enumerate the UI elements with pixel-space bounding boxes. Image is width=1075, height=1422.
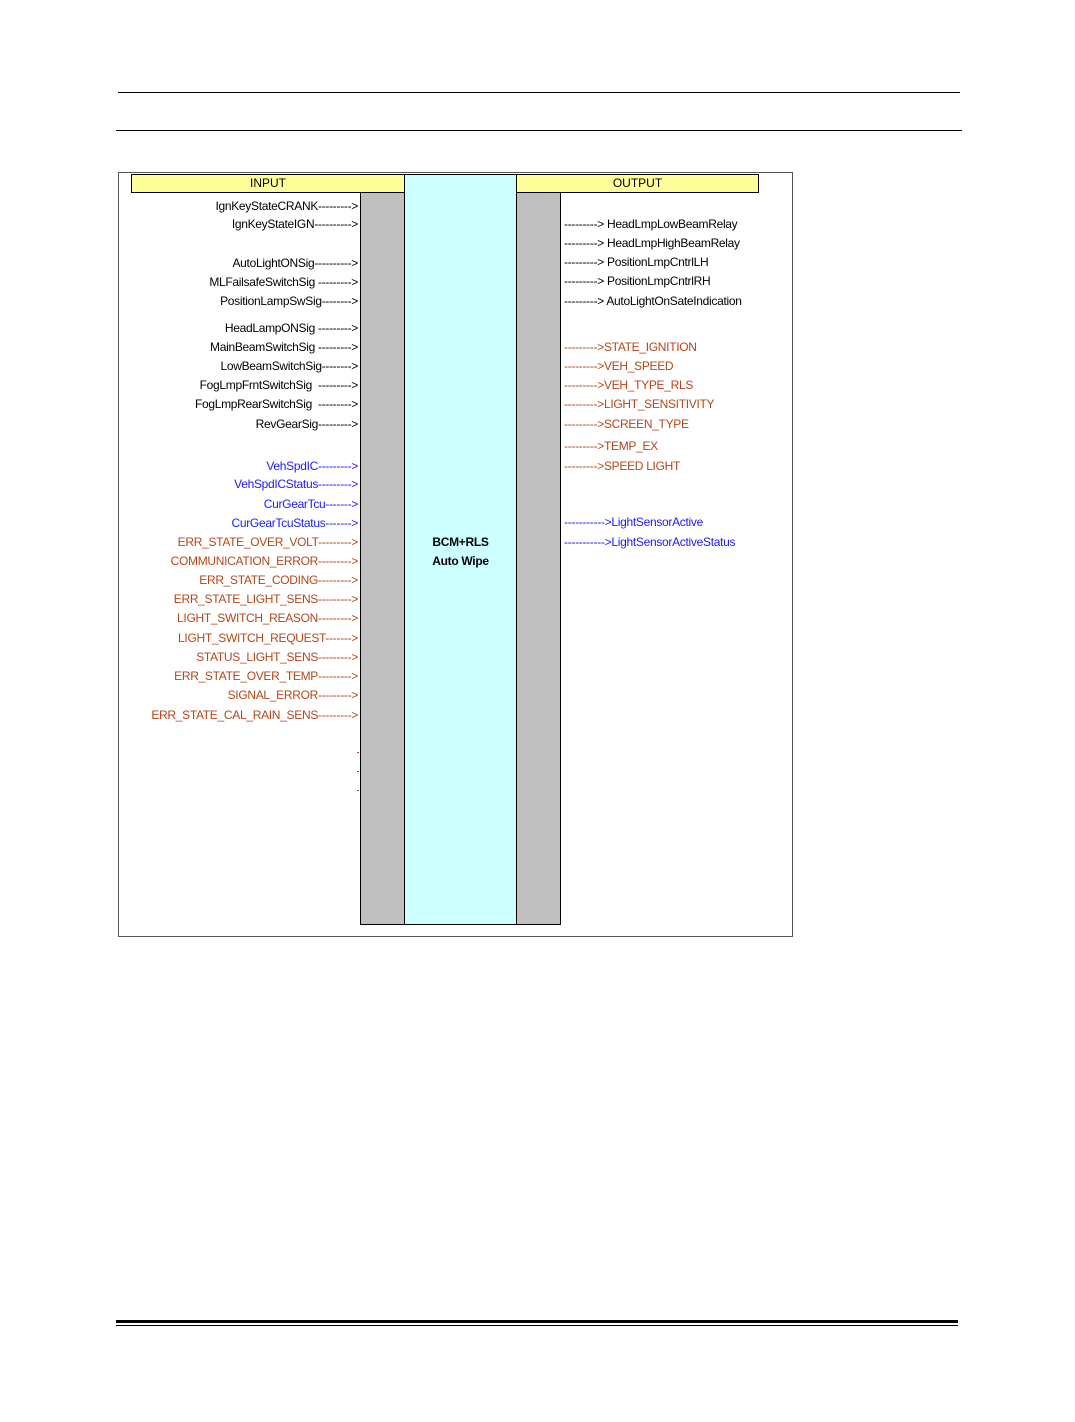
output-signal-screen-type: --------->SCREEN_TYPE (564, 417, 689, 431)
bus-tick (357, 752, 359, 753)
footer-rule-thick (116, 1320, 958, 1323)
input-bus-bar (360, 192, 405, 925)
output-header: OUTPUT (516, 174, 759, 193)
header-rule-top (118, 92, 960, 93)
input-signal-status-light-sens: STATUS_LIGHT_SENS---------> (196, 650, 358, 664)
input-signal-vehspdicstatus: VehSpdICStatus---------> (234, 477, 358, 491)
input-signal-communication-error: COMMUNICATION_ERROR---------> (170, 554, 358, 568)
output-signal-temp-ex: --------->TEMP_EX (564, 439, 658, 453)
input-signal-ignkeystateign: IgnKeyStateIGN----------> (231, 217, 358, 231)
input-signal-mainbeamswitchsig: MainBeamSwitchSig ---------> (210, 340, 358, 354)
input-signal-err-state-light-sens: ERR_STATE_LIGHT_SENS---------> (173, 592, 358, 606)
input-header: INPUT (131, 174, 405, 193)
footer-rule-thin (116, 1325, 958, 1326)
bus-tick (357, 771, 359, 772)
input-signal-err-state-cal-rain-sens: ERR_STATE_CAL_RAIN_SENS---------> (151, 708, 358, 722)
output-signal-lightsensoractive: ----------->LightSensorActive (564, 515, 703, 529)
input-signal-lowbeamswitchsig: LowBeamSwitchSig--------> (220, 359, 358, 373)
output-signal-state-ignition: --------->STATE_IGNITION (564, 340, 697, 354)
input-signal-err-state-over-temp: ERR_STATE_OVER_TEMP---------> (174, 669, 358, 683)
input-signal-autolightonsig: AutoLightONSig----------> (232, 256, 358, 270)
input-signal-foglmpfrntswitchsig: FogLmpFrntSwitchSig ---------> (199, 378, 358, 392)
output-signal-positionlmpcntrlrh: ---------> PositionLmpCntrlRH (564, 274, 711, 288)
input-signal-mlfailsafeswitchsig: MLFailsafeSwitchSig ---------> (209, 275, 358, 289)
output-signal-speed-light: --------->SPEED LIGHT (564, 459, 681, 473)
header-rule-bottom (116, 130, 962, 131)
input-signal-ignkeystatecrank: IgnKeyStateCRANK---------> (215, 199, 358, 213)
output-signal-veh-type-rls: --------->VEH_TYPE_RLS (564, 378, 694, 392)
bus-tick (357, 790, 359, 791)
input-signal-err-state-coding: ERR_STATE_CODING---------> (199, 573, 358, 587)
input-signal-signal-error: SIGNAL_ERROR---------> (227, 688, 358, 702)
input-signal-light-switch-reason: LIGHT_SWITCH_REASON---------> (177, 611, 358, 625)
output-signal-headlmphighbeamrelay: ---------> HeadLmpHighBeamRelay (564, 236, 740, 250)
output-signal-headlmplowbeamrelay: ---------> HeadLmpLowBeamRelay (564, 217, 738, 231)
output-signal-autolightonsateindication: ---------> AutoLightOnSateIndication (564, 294, 742, 308)
input-signal-foglmprearswitchsig: FogLmpRearSwitchSig ---------> (194, 397, 358, 411)
input-signal-curgeartcustatus: CurGearTcuStatus-------> (231, 516, 358, 530)
input-signal-headlamponsig: HeadLampONSig ---------> (224, 321, 358, 335)
input-signal-curgeartcu: CurGearTcu-------> (263, 497, 358, 511)
block-title-line2: Auto Wipe (432, 554, 489, 568)
output-signal-positionlmpcntrllh: ---------> PositionLmpCntrlLH (564, 255, 709, 269)
input-signal-positionlampswsig: PositionLampSwSig--------> (220, 294, 358, 308)
input-signal-err-state-over-volt: ERR_STATE_OVER_VOLT---------> (177, 535, 358, 549)
output-signal-veh-speed: --------->VEH_SPEED (564, 359, 674, 373)
output-signal-lightsensoractivestatus: ----------->LightSensorActiveStatus (564, 535, 736, 549)
input-signal-vehspdic: VehSpdIC---------> (266, 459, 358, 473)
function-block-label (405, 533, 516, 571)
input-signal-light-switch-request: LIGHT_SWITCH_REQUEST-------> (178, 631, 358, 645)
output-bus-bar (516, 192, 561, 925)
output-signal-light-sensitivity: --------->LIGHT_SENSITIVITY (564, 397, 715, 411)
input-signal-revgearsig: RevGearSig---------> (255, 417, 358, 431)
block-title-line1: BCM+RLS (432, 535, 489, 549)
